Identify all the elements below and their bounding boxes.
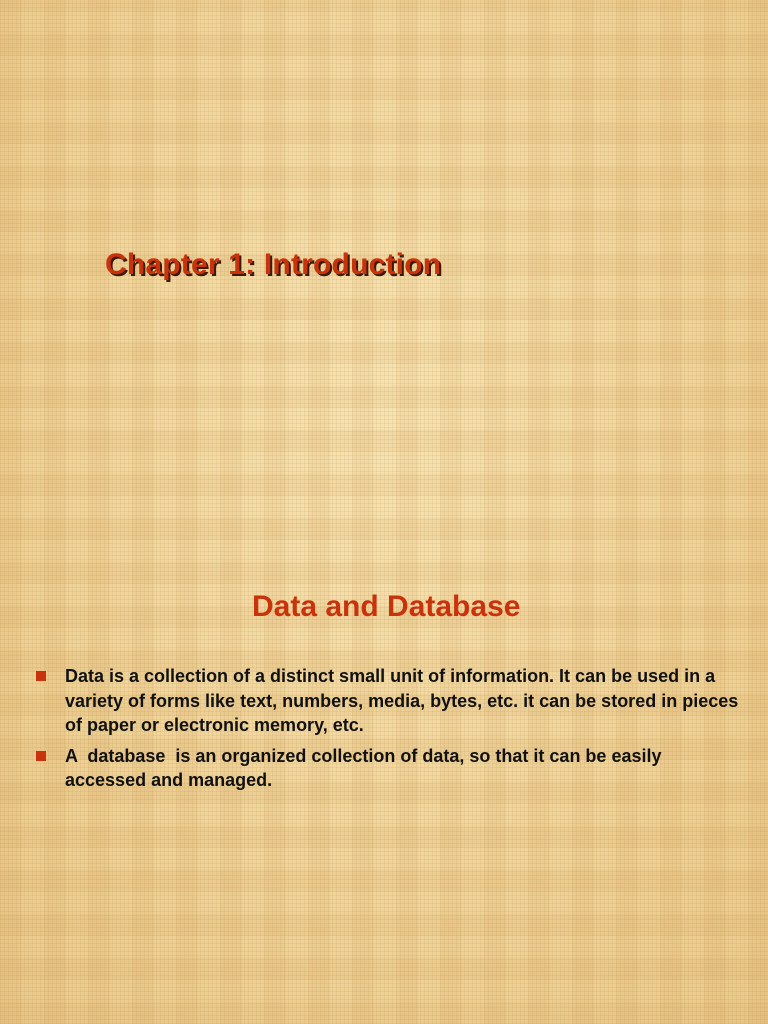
bullet-text: Data is a collection of a distinct small unit of information. It can be used in a variety of forms like text, numbers, media, bytes, etc. it can be stored in pieces of paper or electronic memory, etc. [65,666,744,735]
square-bullet-icon [36,751,46,761]
slide-title: Chapter 1: Introduction [105,248,442,281]
bullet-item-data-definition [34,664,744,738]
section-heading: Data and Database [252,590,521,623]
bullet-text: A database is an organized collection of data, so that it can be easily accessed and managed. [65,745,667,790]
bullet-list [34,664,744,799]
square-bullet-icon [36,671,46,681]
bullet-item-database-definition [34,744,744,793]
